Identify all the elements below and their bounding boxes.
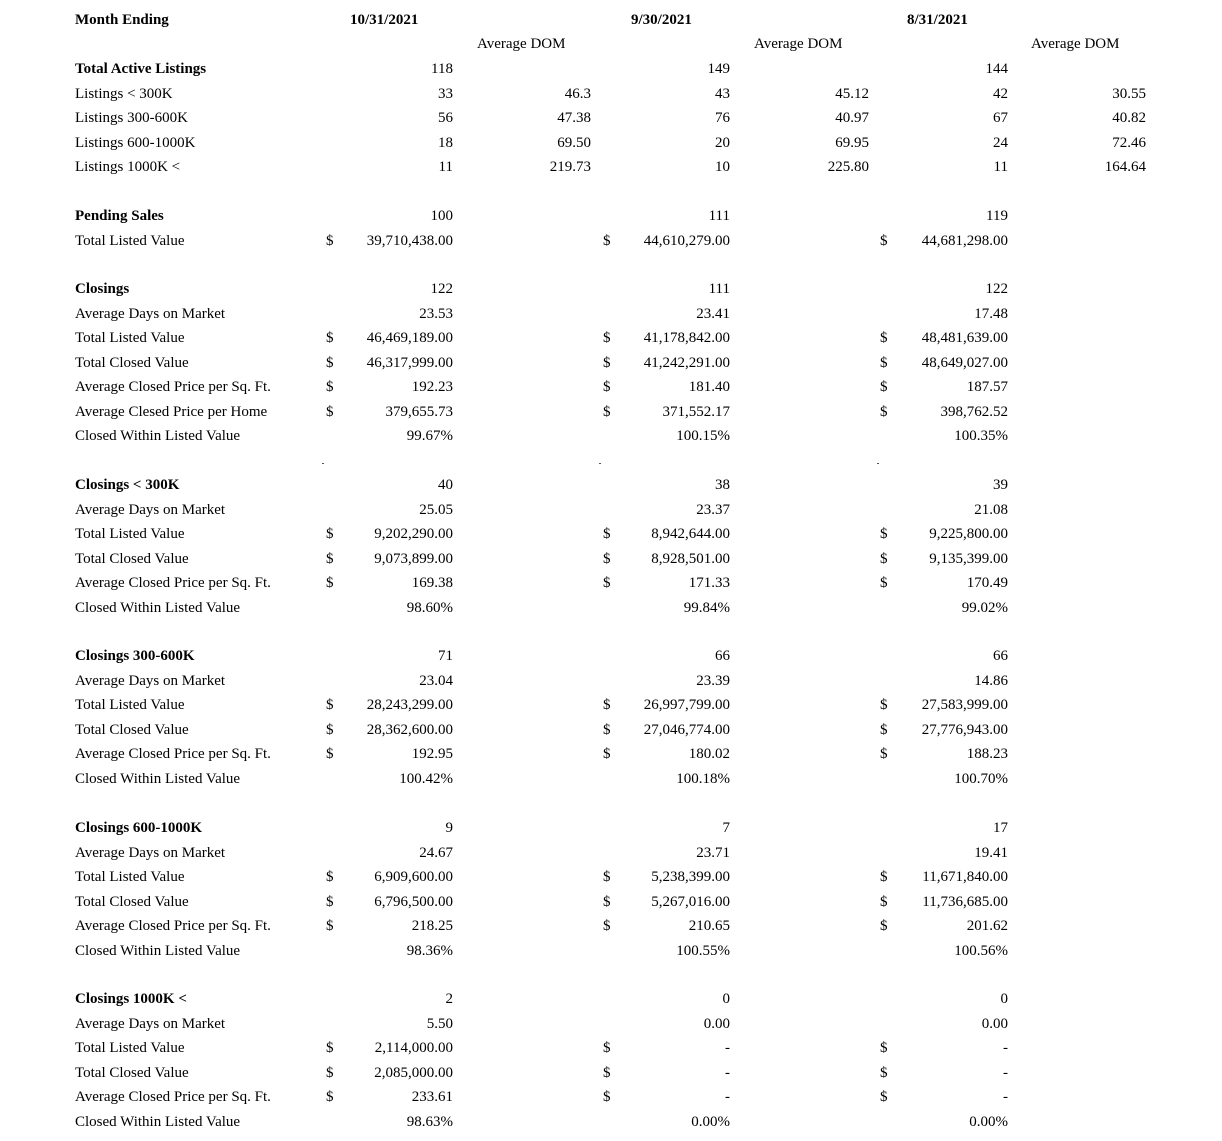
value-cell: 0.00% bbox=[691, 1113, 730, 1130]
value-cell: 5.50 bbox=[426, 1015, 453, 1032]
avg-dom-cell: 69.50 bbox=[557, 134, 591, 151]
currency-symbol: $ bbox=[880, 1040, 888, 1056]
currency-symbol: $ bbox=[603, 893, 611, 910]
avg-dom-cell: 47.38 bbox=[557, 110, 591, 126]
value-cell: 23.53 bbox=[419, 305, 453, 322]
value-cell: 14.86 bbox=[974, 672, 1008, 689]
currency-symbol: $ bbox=[880, 721, 888, 738]
value-cell: 21.08 bbox=[974, 501, 1008, 518]
value-cell: 8,942,644.00 bbox=[651, 526, 730, 542]
currency-symbol: $ bbox=[326, 1040, 334, 1056]
value-cell: 41,242,291.00 bbox=[643, 354, 730, 371]
row-label: Average Days on Market bbox=[75, 672, 226, 689]
value-cell: 99.67% bbox=[406, 428, 453, 444]
currency-symbol: $ bbox=[326, 697, 334, 713]
value-cell: 28,362,600.00 bbox=[366, 721, 453, 738]
section-title: Closings 1000K < bbox=[75, 991, 187, 1007]
currency-symbol: $ bbox=[603, 575, 611, 591]
value-cell: 42 bbox=[993, 85, 1008, 102]
row-label: Average Days on Market bbox=[75, 844, 226, 861]
value-cell: 100 bbox=[430, 208, 453, 224]
value-cell: 9,202,290.00 bbox=[374, 526, 453, 542]
currency-symbol: $ bbox=[603, 746, 611, 762]
row-label: Listings 300-600K bbox=[75, 110, 188, 126]
period-header: 8/31/2021 bbox=[907, 12, 968, 28]
avg-dom-cell: 219.73 bbox=[549, 159, 591, 175]
value-cell: 171.33 bbox=[688, 575, 730, 591]
row-label: Average Closed Price per Sq. Ft. bbox=[75, 379, 271, 395]
value-cell: 99.02% bbox=[961, 599, 1008, 616]
value-cell: 118 bbox=[431, 61, 453, 77]
value-cell: 2,085,000.00 bbox=[374, 1064, 453, 1081]
value-cell: 9,225,800.00 bbox=[929, 526, 1008, 542]
value-cell: 17 bbox=[993, 820, 1008, 836]
row-label: Total Listed Value bbox=[75, 232, 185, 249]
value-cell: 187.57 bbox=[966, 379, 1008, 395]
value-cell: 0.00 bbox=[703, 1015, 730, 1032]
value-cell: 6,796,500.00 bbox=[374, 893, 453, 910]
value-cell: 66 bbox=[715, 648, 730, 664]
value-cell: 379,655.73 bbox=[385, 403, 453, 420]
value-cell: 100.18% bbox=[676, 770, 730, 787]
value-cell: 39 bbox=[993, 477, 1008, 493]
value-cell: 48,649,027.00 bbox=[921, 354, 1008, 371]
currency-symbol: $ bbox=[880, 1064, 888, 1081]
currency-symbol: $ bbox=[603, 1064, 611, 1081]
avg-dom-header: Average DOM bbox=[477, 36, 566, 52]
value-cell: 43 bbox=[715, 85, 730, 102]
value-cell: 122 bbox=[430, 281, 453, 297]
currency-symbol: $ bbox=[603, 232, 611, 249]
currency-symbol: $ bbox=[880, 550, 888, 567]
value-cell: 56 bbox=[438, 110, 453, 126]
currency-symbol: $ bbox=[326, 1064, 334, 1081]
value-cell: 10 bbox=[715, 159, 730, 175]
currency-symbol: $ bbox=[603, 918, 611, 934]
currency-symbol: $ bbox=[603, 526, 611, 542]
value-cell: 24.67 bbox=[419, 844, 453, 861]
value-cell: - bbox=[1003, 1089, 1008, 1105]
value-cell: - bbox=[725, 1040, 730, 1056]
value-cell: 18 bbox=[438, 134, 453, 151]
avg-dom-header: Average DOM bbox=[1031, 36, 1120, 52]
row-label: Total Listed Value bbox=[75, 1040, 185, 1056]
value-cell: 41,178,842.00 bbox=[643, 330, 730, 346]
currency-symbol: $ bbox=[603, 1089, 611, 1105]
row-label: Total Closed Value bbox=[75, 893, 189, 910]
row-label: Average Days on Market bbox=[75, 305, 226, 322]
value-cell: 149 bbox=[707, 61, 730, 77]
currency-symbol: $ bbox=[326, 379, 334, 395]
value-cell: 27,583,999.00 bbox=[921, 697, 1008, 713]
row-label: Total Closed Value bbox=[75, 550, 189, 567]
value-cell: 17.48 bbox=[974, 305, 1008, 322]
value-cell: - bbox=[1003, 1040, 1008, 1056]
value-cell: 0.00% bbox=[969, 1113, 1008, 1130]
value-cell: - bbox=[725, 1089, 730, 1105]
currency-symbol: $ bbox=[326, 354, 334, 371]
currency-symbol: $ bbox=[603, 697, 611, 713]
value-cell: 0.00 bbox=[981, 1015, 1008, 1032]
row-label: Closed Within Listed Value bbox=[75, 428, 241, 444]
value-cell: 38 bbox=[715, 477, 730, 493]
currency-symbol: $ bbox=[326, 721, 334, 738]
currency-symbol: $ bbox=[326, 746, 334, 762]
row-label: Total Listed Value bbox=[75, 869, 185, 885]
currency-symbol: $ bbox=[326, 330, 334, 346]
row-label: Total Closed Value bbox=[75, 721, 189, 738]
value-cell: 100.55% bbox=[676, 942, 730, 959]
value-cell: 23.41 bbox=[696, 305, 730, 322]
value-cell: 210.65 bbox=[688, 918, 730, 934]
row-label: Total Closed Value bbox=[75, 354, 189, 371]
section-title: Closings 600-1000K bbox=[75, 820, 203, 836]
value-cell: 99.84% bbox=[683, 599, 730, 616]
value-cell: 5,238,399.00 bbox=[651, 869, 730, 885]
value-cell: 119 bbox=[986, 208, 1008, 224]
avg-dom-cell: 164.64 bbox=[1104, 159, 1146, 175]
currency-symbol: $ bbox=[603, 403, 611, 420]
value-cell: 39,710,438.00 bbox=[366, 232, 453, 249]
currency-symbol: $ bbox=[603, 869, 611, 885]
currency-symbol: $ bbox=[880, 697, 888, 713]
value-cell: 23.71 bbox=[696, 844, 730, 861]
value-cell: 11 bbox=[993, 159, 1008, 175]
value-cell: 28,243,299.00 bbox=[366, 697, 453, 713]
value-cell: 398,762.52 bbox=[940, 403, 1008, 420]
value-cell: 23.37 bbox=[696, 501, 730, 518]
value-cell: 27,776,943.00 bbox=[921, 721, 1008, 738]
row-label: Closed Within Listed Value bbox=[75, 1113, 241, 1130]
row-label: Listings < 300K bbox=[75, 85, 173, 102]
value-cell: 33 bbox=[438, 85, 453, 102]
avg-dom-cell: 40.82 bbox=[1112, 110, 1146, 126]
value-cell: 180.02 bbox=[688, 746, 730, 762]
value-cell: 218.25 bbox=[411, 918, 453, 934]
currency-symbol: $ bbox=[880, 869, 888, 885]
value-cell: 24 bbox=[993, 134, 1008, 151]
value-cell: 19.41 bbox=[974, 844, 1008, 861]
currency-symbol: $ bbox=[880, 379, 888, 395]
value-cell: 11,736,685.00 bbox=[922, 893, 1008, 910]
value-cell: 9 bbox=[445, 820, 453, 836]
value-cell: 46,469,189.00 bbox=[366, 330, 453, 346]
currency-symbol: $ bbox=[603, 379, 611, 395]
value-cell: 23.39 bbox=[696, 672, 730, 689]
value-cell: 100.56% bbox=[954, 942, 1008, 959]
avg-dom-cell: 30.55 bbox=[1112, 85, 1146, 102]
section-title: Pending Sales bbox=[75, 208, 164, 224]
avg-dom-cell: 40.97 bbox=[835, 110, 869, 126]
currency-symbol: $ bbox=[603, 721, 611, 738]
value-cell: - bbox=[1003, 1064, 1008, 1081]
currency-symbol: $ bbox=[880, 893, 888, 910]
currency-symbol: $ bbox=[603, 354, 611, 371]
value-cell: 98.36% bbox=[406, 942, 453, 959]
value-cell: 111 bbox=[708, 281, 730, 297]
currency-symbol: $ bbox=[880, 526, 888, 542]
currency-symbol: $ bbox=[603, 550, 611, 567]
value-cell: 192.23 bbox=[411, 379, 453, 395]
section-title: Closings < 300K bbox=[75, 477, 180, 493]
currency-symbol: $ bbox=[326, 893, 334, 910]
value-cell: 20 bbox=[715, 134, 730, 151]
currency-symbol: $ bbox=[326, 403, 334, 420]
period-header: 9/30/2021 bbox=[631, 12, 692, 28]
currency-symbol: $ bbox=[326, 1089, 334, 1105]
value-cell: 371,552.17 bbox=[662, 403, 730, 420]
currency-symbol: $ bbox=[880, 918, 888, 934]
month-ending-label: Month Ending bbox=[75, 12, 169, 28]
avg-dom-header: Average DOM bbox=[754, 36, 843, 52]
row-label: Average Closed Price per Sq. Ft. bbox=[75, 746, 271, 762]
value-cell: 233.61 bbox=[411, 1089, 453, 1105]
currency-symbol: $ bbox=[326, 550, 334, 567]
value-cell: 76 bbox=[715, 110, 730, 126]
value-cell: 46,317,999.00 bbox=[366, 354, 453, 371]
row-label: Average Closed Price per Sq. Ft. bbox=[75, 918, 271, 934]
value-cell: 100.15% bbox=[676, 428, 730, 444]
value-cell: 170.49 bbox=[966, 575, 1008, 591]
separator-tick bbox=[877, 463, 879, 464]
value-cell: 11 bbox=[438, 159, 453, 175]
value-cell: 2 bbox=[445, 991, 453, 1007]
value-cell: 6,909,600.00 bbox=[374, 869, 453, 885]
value-cell: 5,267,016.00 bbox=[651, 893, 730, 910]
value-cell: 0 bbox=[1000, 991, 1008, 1007]
value-cell: 2,114,000.00 bbox=[374, 1040, 453, 1056]
value-cell: 11,671,840.00 bbox=[922, 869, 1008, 885]
row-label: Average Days on Market bbox=[75, 1015, 226, 1032]
value-cell: 111 bbox=[708, 208, 730, 224]
value-cell: 100.42% bbox=[399, 770, 453, 787]
avg-dom-cell: 225.80 bbox=[827, 159, 869, 175]
separator-tick bbox=[322, 463, 324, 464]
currency-symbol: $ bbox=[880, 1089, 888, 1105]
value-cell: 25.05 bbox=[419, 501, 453, 518]
currency-symbol: $ bbox=[326, 575, 334, 591]
value-cell: 71 bbox=[438, 648, 453, 664]
avg-dom-cell: 72.46 bbox=[1112, 134, 1146, 151]
currency-symbol: $ bbox=[880, 575, 888, 591]
currency-symbol: $ bbox=[880, 330, 888, 346]
row-label: Closed Within Listed Value bbox=[75, 942, 241, 959]
currency-symbol: $ bbox=[603, 1040, 611, 1056]
value-cell: 26,997,799.00 bbox=[643, 697, 730, 713]
currency-symbol: $ bbox=[603, 330, 611, 346]
currency-symbol: $ bbox=[880, 354, 888, 371]
value-cell: 9,135,399.00 bbox=[929, 550, 1008, 567]
row-label: Average Days on Market bbox=[75, 501, 226, 518]
avg-dom-cell: 69.95 bbox=[835, 134, 869, 151]
currency-symbol: $ bbox=[880, 403, 888, 420]
row-label: Average Clesed Price per Home bbox=[75, 403, 268, 420]
avg-dom-cell: 46.3 bbox=[564, 85, 591, 102]
row-label: Average Closed Price per Sq. Ft. bbox=[75, 1089, 271, 1105]
separator-tick bbox=[599, 463, 601, 464]
value-cell: 188.23 bbox=[966, 746, 1008, 762]
value-cell: 44,610,279.00 bbox=[643, 232, 730, 249]
value-cell: 100.35% bbox=[954, 428, 1008, 444]
section-title: Closings bbox=[75, 281, 130, 297]
value-cell: 181.40 bbox=[688, 379, 730, 395]
row-label: Listings 600-1000K bbox=[75, 134, 196, 151]
value-cell: 169.38 bbox=[411, 575, 453, 591]
currency-symbol: $ bbox=[880, 232, 888, 249]
value-cell: 98.63% bbox=[406, 1113, 453, 1130]
section-title: Closings 300-600K bbox=[75, 648, 195, 664]
row-label: Total Listed Value bbox=[75, 526, 185, 542]
row-label: Closed Within Listed Value bbox=[75, 599, 241, 616]
value-cell: 27,046,774.00 bbox=[643, 721, 730, 738]
section-title: Total Active Listings bbox=[75, 61, 207, 77]
value-cell: 40 bbox=[438, 477, 453, 493]
currency-symbol: $ bbox=[326, 869, 334, 885]
value-cell: 8,928,501.00 bbox=[651, 550, 730, 567]
row-label: Total Listed Value bbox=[75, 330, 185, 346]
currency-symbol: $ bbox=[326, 918, 334, 934]
value-cell: 98.60% bbox=[406, 599, 453, 616]
value-cell: 48,481,639.00 bbox=[921, 330, 1008, 346]
currency-symbol: $ bbox=[880, 746, 888, 762]
period-header: 10/31/2021 bbox=[350, 12, 419, 28]
value-cell: 44,681,298.00 bbox=[921, 232, 1008, 249]
value-cell: 23.04 bbox=[419, 672, 453, 689]
value-cell: 144 bbox=[985, 61, 1008, 77]
value-cell: 100.70% bbox=[954, 770, 1008, 787]
currency-symbol: $ bbox=[326, 232, 334, 249]
row-label: Listings 1000K < bbox=[75, 159, 181, 175]
value-cell: 0 bbox=[722, 991, 730, 1007]
value-cell: - bbox=[725, 1064, 730, 1081]
value-cell: 7 bbox=[722, 820, 730, 836]
currency-symbol: $ bbox=[326, 526, 334, 542]
avg-dom-cell: 45.12 bbox=[835, 85, 869, 102]
row-label: Closed Within Listed Value bbox=[75, 770, 241, 787]
value-cell: 192.95 bbox=[411, 746, 453, 762]
row-label: Total Listed Value bbox=[75, 697, 185, 713]
value-cell: 122 bbox=[985, 281, 1008, 297]
value-cell: 67 bbox=[993, 110, 1008, 126]
value-cell: 66 bbox=[993, 648, 1008, 664]
value-cell: 9,073,899.00 bbox=[374, 550, 453, 567]
value-cell: 201.62 bbox=[966, 918, 1008, 934]
row-label: Average Closed Price per Sq. Ft. bbox=[75, 575, 271, 591]
row-label: Total Closed Value bbox=[75, 1064, 189, 1081]
